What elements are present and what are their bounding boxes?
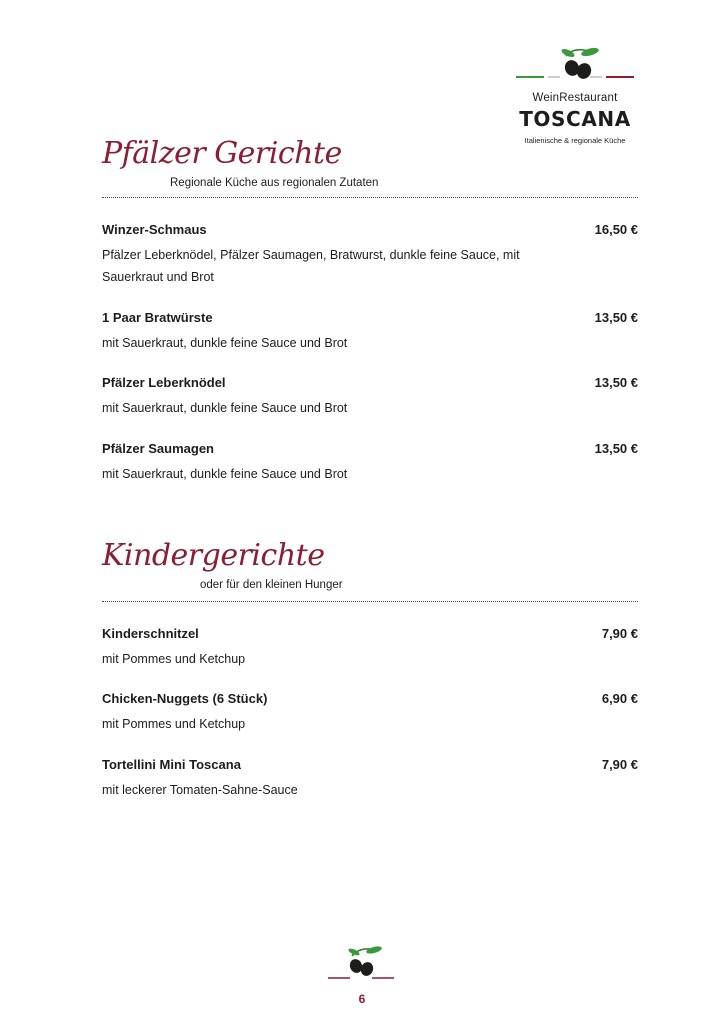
section-title-pfaelzer: Pfälzer Gerichte [102, 136, 342, 171]
dish-price: 6,90 € [601, 691, 638, 706]
section-divider [102, 601, 638, 602]
page-number: 6 [358, 992, 366, 1006]
dish-description: mit Pommes und Ketchup [102, 717, 246, 731]
logo-tagline: Italienische & regionale Küche [524, 136, 626, 145]
section-divider [102, 197, 638, 198]
dish-name: Pfälzer Leberknödel [102, 375, 226, 390]
dish-price: 16,50 € [594, 222, 638, 237]
dish-price: 7,90 € [601, 626, 638, 641]
dish-price: 7,90 € [601, 757, 638, 772]
olive-branch-icon [326, 944, 396, 984]
dish-name: Winzer-Schmaus [102, 222, 207, 237]
logo-subtitle: WeinRestaurant [532, 92, 618, 104]
section-subtitle-pfaelzer: Regionale Küche aus regionalen Zutaten [170, 177, 379, 189]
dish-name: Tortellini Mini Toscana [102, 757, 241, 772]
logo-name: TOSCANA [519, 107, 631, 131]
dish-price: 13,50 € [594, 441, 638, 456]
dish-description: mit Sauerkraut, dunkle feine Sauce und Brot [102, 467, 348, 481]
dish-name: 1 Paar Bratwürste [102, 310, 213, 325]
dish-name: Chicken-Nuggets (6 Stück) [102, 691, 268, 706]
dish-name: Pfälzer Saumagen [102, 441, 214, 456]
section-subtitle-kinder: oder für den kleinen Hunger [200, 579, 343, 591]
dish-name: Kinderschnitzel [102, 626, 199, 641]
dish-description: mit Sauerkraut, dunkle feine Sauce und Brot [102, 336, 348, 350]
dish-description: mit Sauerkraut, dunkle feine Sauce und Brot [102, 401, 348, 415]
dish-description: mit leckerer Tomaten-Sahne-Sauce [102, 783, 298, 797]
section-title-kinder: Kindergerichte [102, 538, 325, 573]
dish-price: 13,50 € [594, 310, 638, 325]
restaurant-logo [508, 44, 642, 154]
olive-branch-icon [508, 44, 642, 88]
dish-description: mit Pommes und Ketchup [102, 652, 246, 666]
dish-description: Pfälzer Leberknödel, Pfälzer Saumagen, Bratwurst, dunkle feine Sauce, mit Sauerkraut und Brot [102, 248, 520, 284]
dish-price: 13,50 € [594, 375, 638, 390]
